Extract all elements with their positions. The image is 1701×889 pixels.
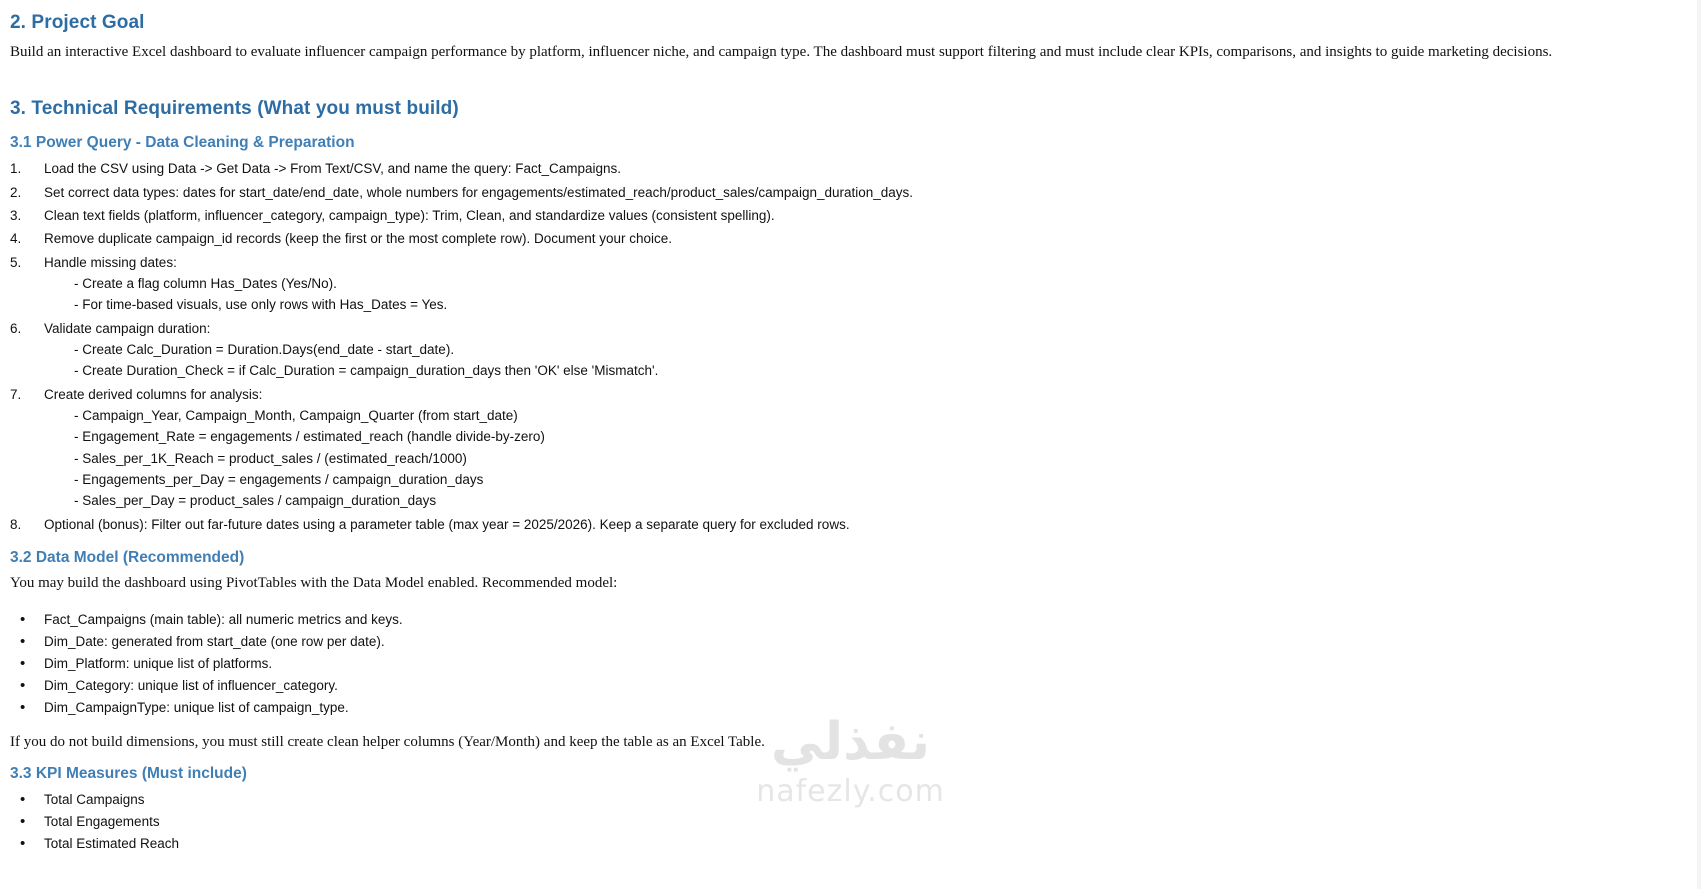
list-item-text: Create derived columns for analysis:	[44, 386, 263, 402]
list-item-number: 8.	[10, 516, 22, 532]
kpi-bullets	[10, 789, 1691, 855]
list-item-number: 6.	[10, 320, 22, 336]
list-item-number: 7.	[10, 386, 22, 402]
subline: - Sales_per_Day = product_sales / campaign_duration_days	[74, 493, 437, 509]
list-item-text: Handle missing dates:	[44, 254, 177, 270]
watermark-latin-text: nafezly.com	[756, 774, 945, 809]
list-item-number: 4.	[10, 231, 22, 247]
list-item-sublines	[44, 339, 1691, 382]
data-model-note: If you do not build dimensions, you must still create clean helper columns (Year/Month) and keep the table as an Excel Table.	[10, 734, 765, 751]
list-item: • Total Engagements	[10, 811, 1691, 833]
list-item-text: Remove duplicate campaign_id records (keep the first or the most complete row). Document your choice.	[44, 231, 673, 247]
data-model-intro: You may build the dashboard using PivotTables with the Data Model enabled. Recommended model:	[10, 574, 618, 591]
page-scrollbar[interactable]	[1697, 0, 1701, 889]
list-item	[10, 205, 1691, 226]
project-goal-body: Build an interactive Excel dashboard to evaluate influencer campaign performance by platform, influencer niche, and campaign type. The dashboard must support filtering and must include clear KPIs, comparisons, and insights to guide marketing decisions.	[10, 44, 1553, 60]
list-item	[10, 158, 1691, 179]
data-model-heading: 3.2 Data Model (Recommended)	[10, 548, 245, 566]
power-query-list	[10, 158, 1691, 535]
list-item-text: Set correct data types: dates for start_date/end_date, whole numbers for engagements/estimated_reach/product_sales/campaign_duration_days.	[44, 184, 914, 200]
list-item: • Total Campaigns	[10, 789, 1691, 811]
list-item	[10, 514, 1691, 535]
list-item: • Dim_Platform: unique list of platforms.	[10, 653, 1691, 675]
list-item	[10, 228, 1691, 249]
subline: - Create a flag column Has_Dates (Yes/No).	[74, 275, 337, 291]
data-model-bullets	[10, 609, 1691, 718]
list-item-number: 1.	[10, 161, 22, 177]
list-item: • Fact_Campaigns (main table): all numeric metrics and keys.	[10, 609, 1691, 631]
subline: - Campaign_Year, Campaign_Month, Campaign_Quarter (from start_date)	[74, 407, 518, 423]
watermark-arabic-text: نفذلي	[770, 712, 931, 772]
list-item-text: Optional (bonus): Filter out far-future dates using a parameter table (max year = 2025/2026). Keep a separate query for excluded rows.	[44, 516, 850, 532]
list-item: • Total Estimated Reach	[10, 833, 1691, 855]
list-item	[10, 318, 1691, 382]
subline: - Create Duration_Check = if Calc_Duration = campaign_duration_days then 'OK' else 'Mismatch'.	[74, 363, 659, 379]
list-item-text: Load the CSV using Data -> Get Data -> From Text/CSV, and name the query: Fact_Campaigns.	[44, 161, 622, 177]
subline: - For time-based visuals, use only rows with Has_Dates = Yes.	[74, 297, 448, 313]
list-item-sublines	[44, 405, 1691, 512]
list-item-number: 2.	[10, 184, 22, 200]
kpi-measures-heading: 3.3 KPI Measures (Must include)	[10, 765, 247, 783]
list-item-sublines	[44, 273, 1691, 316]
list-item: • Dim_Date: generated from start_date (one row per date).	[10, 631, 1691, 653]
project-goal-heading: 2. Project Goal	[10, 12, 145, 33]
subline: - Engagements_per_Day = engagements / campaign_duration_days	[74, 471, 484, 487]
subline: - Sales_per_1K_Reach = product_sales / (estimated_reach/1000)	[74, 450, 467, 466]
technical-requirements-heading: 3. Technical Requirements (What you must build)	[10, 98, 459, 120]
list-item-text: Clean text fields (platform, influencer_category, campaign_type): Trim, Clean, and standardize values (consistent spelling).	[44, 207, 775, 223]
power-query-heading: 3.1 Power Query - Data Cleaning & Preparation	[10, 134, 355, 152]
subline: - Engagement_Rate = engagements / estimated_reach (handle divide-by-zero)	[74, 429, 545, 445]
list-item-text: Validate campaign duration:	[44, 320, 211, 336]
list-item-number: 3.	[10, 207, 22, 223]
list-item	[10, 384, 1691, 512]
list-item-number: 5.	[10, 254, 22, 270]
subline: - Create Calc_Duration = Duration.Days(end_date - start_date).	[74, 341, 455, 357]
list-item	[10, 252, 1691, 316]
list-item: • Dim_Category: unique list of influencer_category.	[10, 675, 1691, 697]
list-item	[10, 182, 1691, 203]
list-item: • Dim_CampaignType: unique list of campaign_type.	[10, 697, 1691, 719]
